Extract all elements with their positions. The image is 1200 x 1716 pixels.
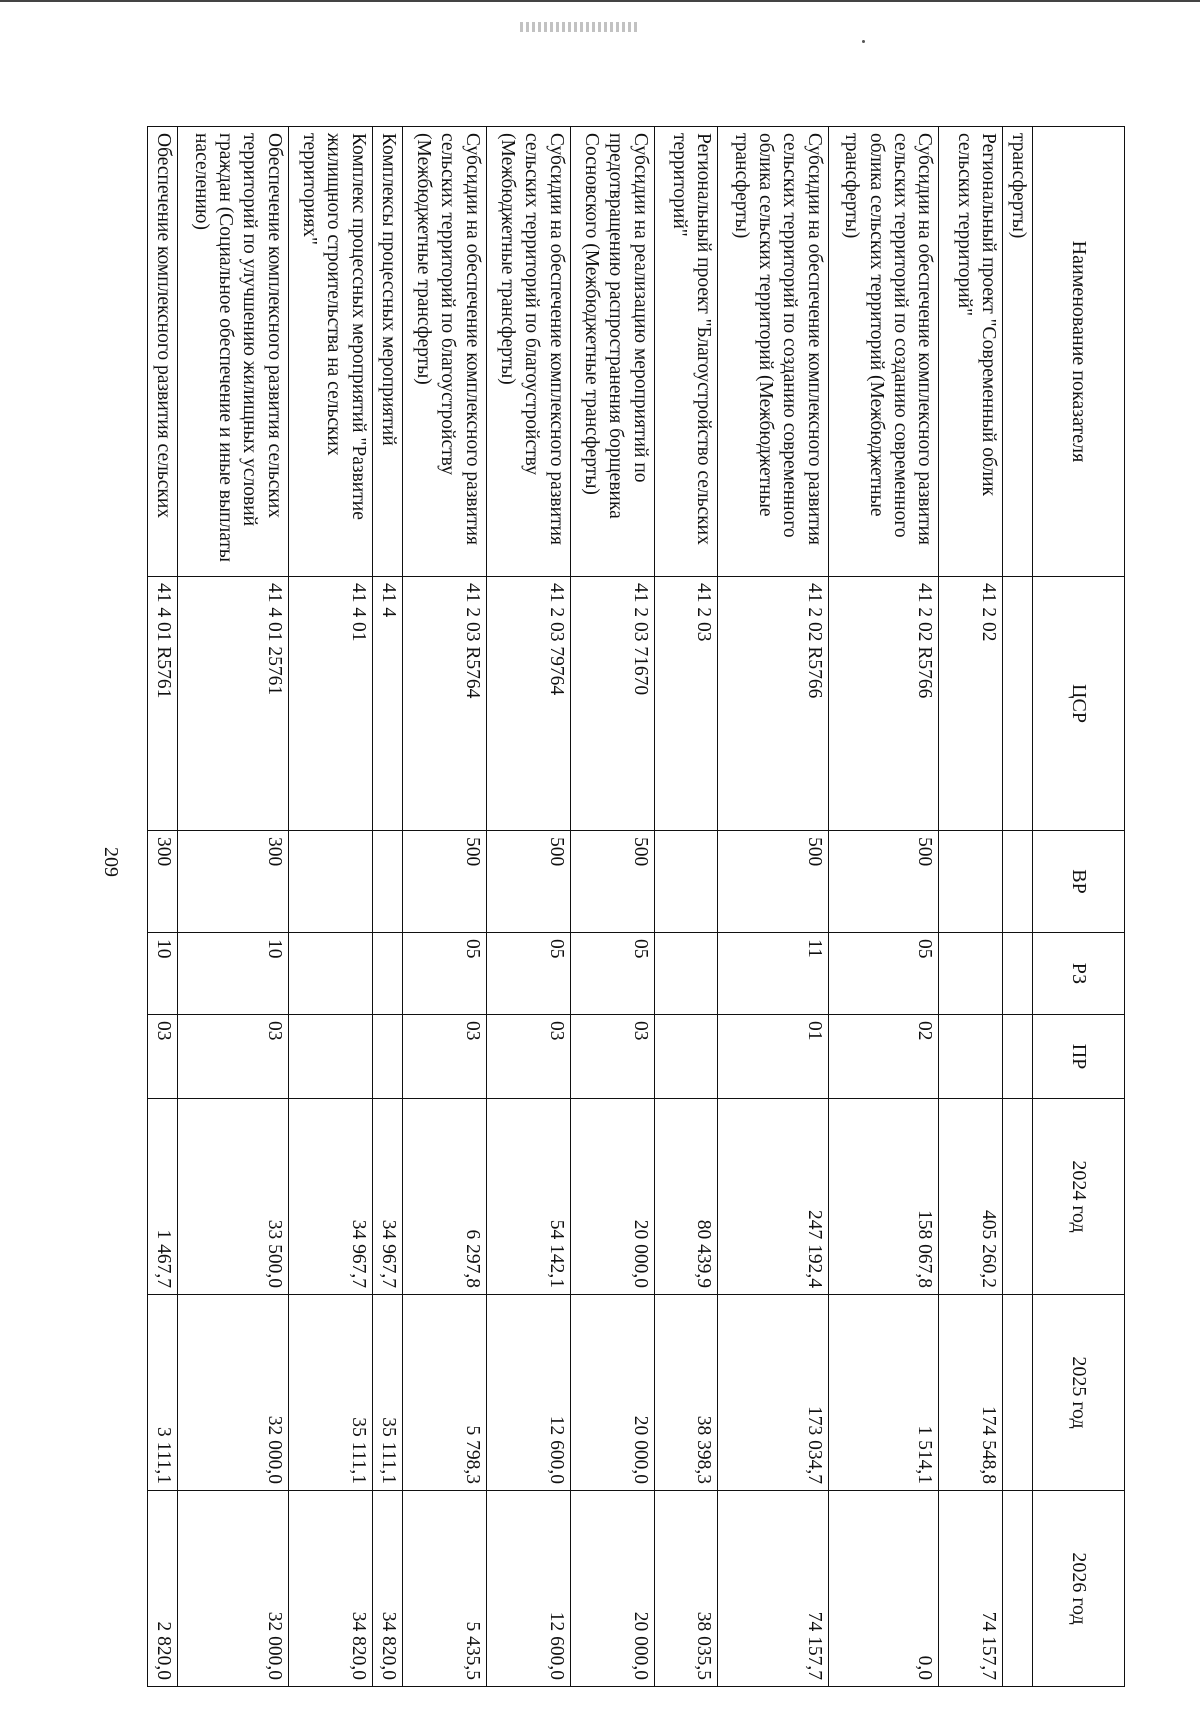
cell-name: Субсидии на обеспечение комплексного развития сельских территорий по благоустройству (Межбюджетные трансферты) xyxy=(402,127,486,577)
cell-csr: 41 2 02 R5766 xyxy=(828,577,939,831)
cell-2026: 74 157,7 xyxy=(718,1491,829,1687)
cell-rz xyxy=(372,933,402,1015)
table-row xyxy=(1002,127,1032,1687)
cell-2026: 34 820,0 xyxy=(288,1491,372,1687)
cell-2026: 2 820,0 xyxy=(148,1491,178,1687)
cell-2026: 74 157,7 xyxy=(939,1491,1002,1687)
cell-rz: 05 xyxy=(828,933,939,1015)
cell-pr: 01 xyxy=(718,1015,829,1099)
cell-2025: 1 514,1 xyxy=(828,1295,939,1491)
cell-csr: 41 4 01 R5761 xyxy=(148,577,178,831)
cell-pr xyxy=(372,1015,402,1099)
cell-vr xyxy=(288,831,372,933)
cell-name: трансферты) xyxy=(1002,127,1032,577)
table-row xyxy=(828,127,939,1687)
cell-2026: 38 035,5 xyxy=(654,1491,717,1687)
cell-rz xyxy=(654,933,717,1015)
column-header-rz: РЗ xyxy=(1033,933,1125,1015)
column-header-name: Наименование показателя xyxy=(1033,127,1125,577)
cell-2024: 34 967,7 xyxy=(372,1099,402,1295)
cell-csr: 41 2 02 xyxy=(939,577,1002,831)
cell-csr xyxy=(1002,577,1032,831)
cell-name: Региональный проект "Благоустройство сельских территорий" xyxy=(654,127,717,577)
table-header-row xyxy=(1033,127,1125,1687)
cell-2025: 5 798,3 xyxy=(402,1295,486,1491)
cell-rz xyxy=(288,933,372,1015)
cell-vr: 300 xyxy=(148,831,178,933)
table-row xyxy=(718,127,829,1687)
cell-2026 xyxy=(1002,1491,1032,1687)
cell-csr: 41 4 01 25761 xyxy=(178,577,289,831)
cell-pr xyxy=(288,1015,372,1099)
column-header-2024: 2024 год xyxy=(1033,1099,1125,1295)
column-header-2026: 2026 год xyxy=(1033,1491,1125,1687)
cell-2024: 1 467,7 xyxy=(148,1099,178,1295)
cell-2025: 20 000,0 xyxy=(570,1295,654,1491)
cell-2025: 12 600,0 xyxy=(486,1295,570,1491)
cell-2026: 5 435,5 xyxy=(402,1491,486,1687)
cell-name: Субсидии на обеспечение комплексного развития сельских территорий по созданию современного облика сельских территорий (Межбюджетные трансферты) xyxy=(828,127,939,577)
cell-pr xyxy=(654,1015,717,1099)
cell-rz: 05 xyxy=(486,933,570,1015)
cell-2024: 54 142,1 xyxy=(486,1099,570,1295)
cell-pr: 03 xyxy=(486,1015,570,1099)
cell-csr: 41 2 03 xyxy=(654,577,717,831)
cell-2024: 20 000,0 xyxy=(570,1099,654,1295)
cell-vr xyxy=(939,831,1002,933)
table-row xyxy=(372,127,402,1687)
cell-2024: 34 967,7 xyxy=(288,1099,372,1295)
cell-2024: 6 297,8 xyxy=(402,1099,486,1295)
cell-csr: 41 2 03 79764 xyxy=(486,577,570,831)
cell-csr: 41 4 xyxy=(372,577,402,831)
cell-rz: 11 xyxy=(718,933,829,1015)
budget-table-container xyxy=(147,126,1125,1686)
cell-pr: 02 xyxy=(828,1015,939,1099)
cell-pr xyxy=(939,1015,1002,1099)
cell-vr: 300 xyxy=(178,831,289,933)
scan-border-line xyxy=(0,0,1200,2)
cell-vr xyxy=(1002,831,1032,933)
cell-csr: 41 2 02 R5766 xyxy=(718,577,829,831)
cell-rz: 05 xyxy=(570,933,654,1015)
cell-rz xyxy=(1002,933,1032,1015)
cell-2024: 247 192,4 xyxy=(718,1099,829,1295)
cell-pr: 03 xyxy=(402,1015,486,1099)
cell-name: Субсидии на реализацию мероприятий по предотвращению распространения борщевика Сосновского (Межбюджетные трансферты) xyxy=(570,127,654,577)
cell-vr xyxy=(372,831,402,933)
table-row xyxy=(178,127,289,1687)
cell-2026: 34 820,0 xyxy=(372,1491,402,1687)
cell-2026: 12 600,0 xyxy=(486,1491,570,1687)
cell-name: Комплексы процессных мероприятий xyxy=(372,127,402,577)
cell-vr: 500 xyxy=(828,831,939,933)
cell-2026: 0,0 xyxy=(828,1491,939,1687)
column-header-pr: ПР xyxy=(1033,1015,1125,1099)
cell-2025 xyxy=(1002,1295,1032,1491)
cell-name: Субсидии на обеспечение комплексного развития сельских территорий по благоустройству (Межбюджетные трансферты) xyxy=(486,127,570,577)
table-row xyxy=(148,127,178,1687)
cell-2024: 405 260,2 xyxy=(939,1099,1002,1295)
cell-2024: 33 500,0 xyxy=(178,1099,289,1295)
table-row xyxy=(486,127,570,1687)
cell-2024 xyxy=(1002,1099,1032,1295)
cell-2024: 80 439,9 xyxy=(654,1099,717,1295)
cell-pr: 03 xyxy=(570,1015,654,1099)
cell-rz: 10 xyxy=(148,933,178,1015)
cell-name: Комплекс процессных мероприятий "Развитие жилищного строительства на сельских территориях" xyxy=(288,127,372,577)
budget-table xyxy=(147,126,1125,1687)
cell-2025: 35 111,1 xyxy=(372,1295,402,1491)
table-row xyxy=(570,127,654,1687)
cell-csr: 41 2 03 R5764 xyxy=(402,577,486,831)
table-row xyxy=(288,127,372,1687)
column-header-vr: ВР xyxy=(1033,831,1125,933)
cell-vr xyxy=(654,831,717,933)
column-header-csr: ЦСР xyxy=(1033,577,1125,831)
table-row xyxy=(654,127,717,1687)
scan-speck xyxy=(862,40,865,43)
cell-2025: 173 034,7 xyxy=(718,1295,829,1491)
cell-2025: 32 000,0 xyxy=(178,1295,289,1491)
cell-2025: 3 111,1 xyxy=(148,1295,178,1491)
cell-vr: 500 xyxy=(570,831,654,933)
cell-name: Региональный проект "Современный облик сельских территорий" xyxy=(939,127,1002,577)
cell-rz: 10 xyxy=(178,933,289,1015)
table-row xyxy=(402,127,486,1687)
scan-artifact xyxy=(520,22,640,32)
cell-name: Обеспечение комплексного развития сельских xyxy=(148,127,178,577)
cell-2025: 38 398,3 xyxy=(654,1295,717,1491)
page-number: 209 xyxy=(100,847,122,877)
cell-2024: 158 067,8 xyxy=(828,1099,939,1295)
cell-pr: 03 xyxy=(178,1015,289,1099)
cell-2026: 32 000,0 xyxy=(178,1491,289,1687)
cell-name: Субсидии на обеспечение комплексного развития сельских территорий по созданию современного облика сельских территорий (Межбюджетные трансферты) xyxy=(718,127,829,577)
cell-pr: 03 xyxy=(148,1015,178,1099)
cell-name: Обеспечение комплексного развития сельских территорий по улучшению жилищных условий граждан (Социальное обеспечение и иные выплаты населению) xyxy=(178,127,289,577)
cell-vr: 500 xyxy=(718,831,829,933)
cell-2025: 174 548,8 xyxy=(939,1295,1002,1491)
cell-csr: 41 2 03 71670 xyxy=(570,577,654,831)
cell-2026: 20 000,0 xyxy=(570,1491,654,1687)
cell-rz: 05 xyxy=(402,933,486,1015)
cell-pr xyxy=(1002,1015,1032,1099)
cell-2025: 35 111,1 xyxy=(288,1295,372,1491)
cell-csr: 41 4 01 xyxy=(288,577,372,831)
cell-vr: 500 xyxy=(486,831,570,933)
cell-vr: 500 xyxy=(402,831,486,933)
column-header-2025: 2025 год xyxy=(1033,1295,1125,1491)
cell-rz xyxy=(939,933,1002,1015)
table-row xyxy=(939,127,1002,1687)
